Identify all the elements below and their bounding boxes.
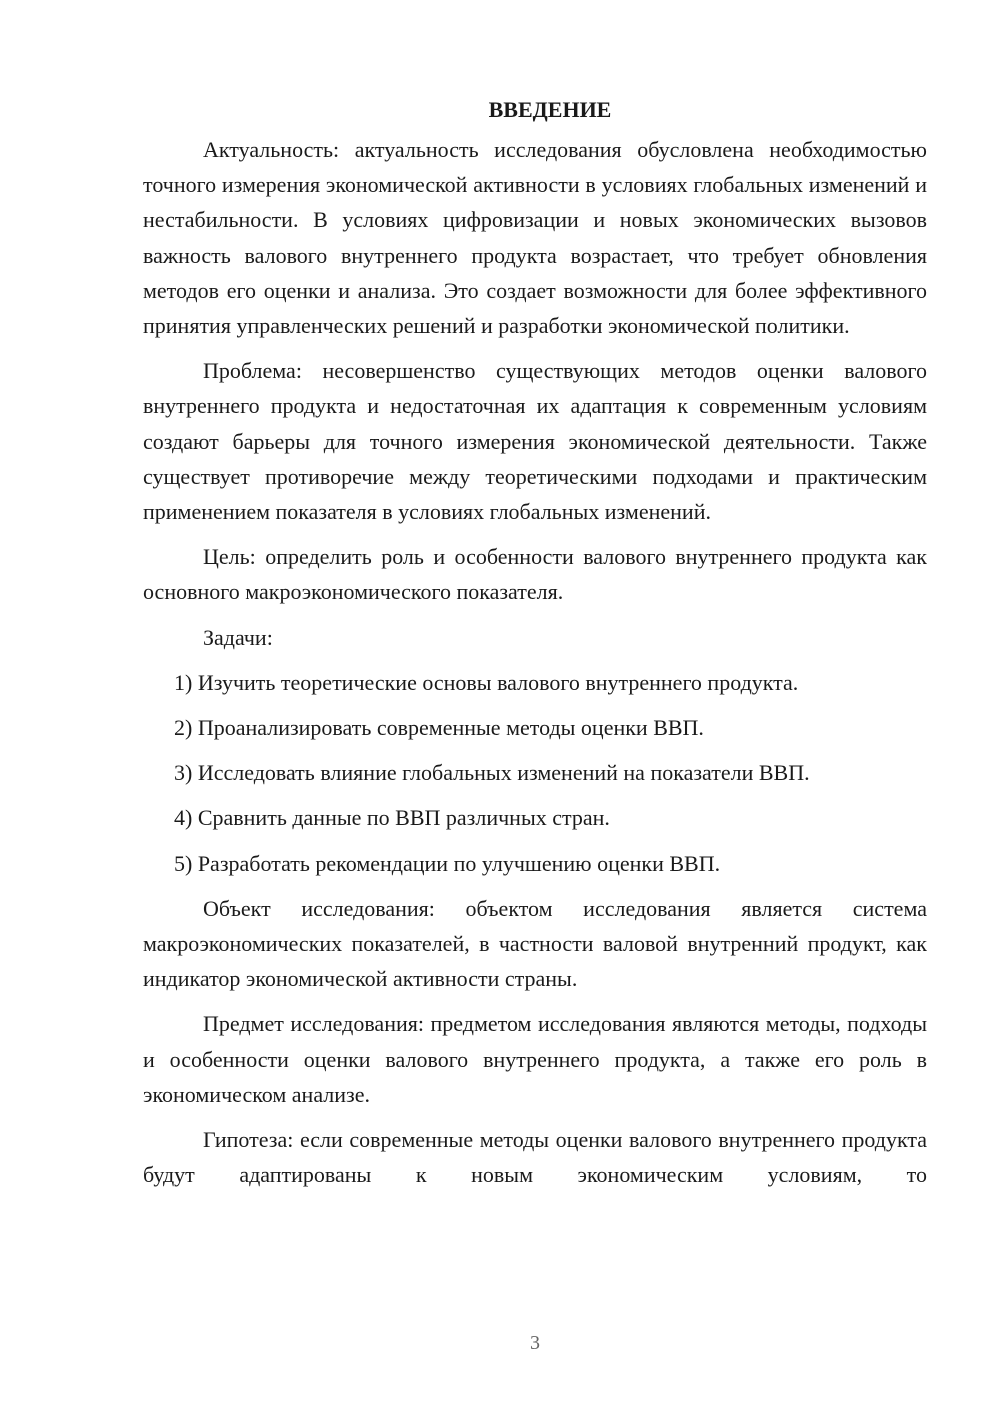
list-item: 3) Исследовать влияние глобальных изменений на показатели ВВП. — [174, 760, 810, 786]
page-number: 3 — [530, 1332, 540, 1354]
list-item: 2) Проанализировать современные методы оценки ВВП. — [174, 715, 704, 741]
list-item: 4) Сравнить данные по ВВП различных стран. — [174, 805, 610, 831]
paragraph-problem: Проблема: несовершенство существующих методов оценки валового внутреннего продукта и недостаточная их адаптация к современным условиям создают барьеры для точного измерения экономической деятельности. Также существует противоречие между теоретическими подходами и практическим применением показателя в условиях глобальных изменений. — [143, 358, 927, 525]
paragraph-relevance: Актуальность: актуальность исследования обусловлена необходимостью точного измерения экономической активности в условиях глобальных изменений и нестабильности. В условиях цифровизации и новых экономических вызовов важность валового внутреннего продукта возрастает, что требует обновления методов его оценки и анализа. Это создает возможности для более эффективного принятия управленческих решений и разработки экономической политики. — [143, 137, 927, 339]
page-title: ВВЕДЕНИЕ — [488, 97, 612, 122]
paragraph-hypothesis: Гипотеза: если современные методы оценки валового внутреннего продукта будут адаптированы к новым экономическим условиям, то — [143, 1127, 927, 1188]
list-item: 5) Разработать рекомендации по улучшению оценки ВВП. — [174, 850, 721, 876]
list-item: 1) Изучить теоретические основы валового внутреннего продукта. — [174, 669, 799, 695]
paragraph-goal: Цель: определить роль и особенности валового внутреннего продукта как основного макроэкономического показателя. — [143, 544, 927, 605]
paragraph-subject: Предмет исследования: предметом исследования являются методы, подходы и особенности оценки валового внутреннего продукта, а также его роль в экономическом анализе. — [143, 1011, 927, 1107]
tasks-list — [143, 665, 927, 881]
document-page — [143, 90, 927, 1202]
tasks-heading: Задачи: — [203, 624, 273, 650]
paragraph-object: Объект исследования: объектом исследования является система макроэкономических показателей, в частности валовой внутренний продукт, как индикатор экономической активности страны. — [143, 895, 927, 992]
